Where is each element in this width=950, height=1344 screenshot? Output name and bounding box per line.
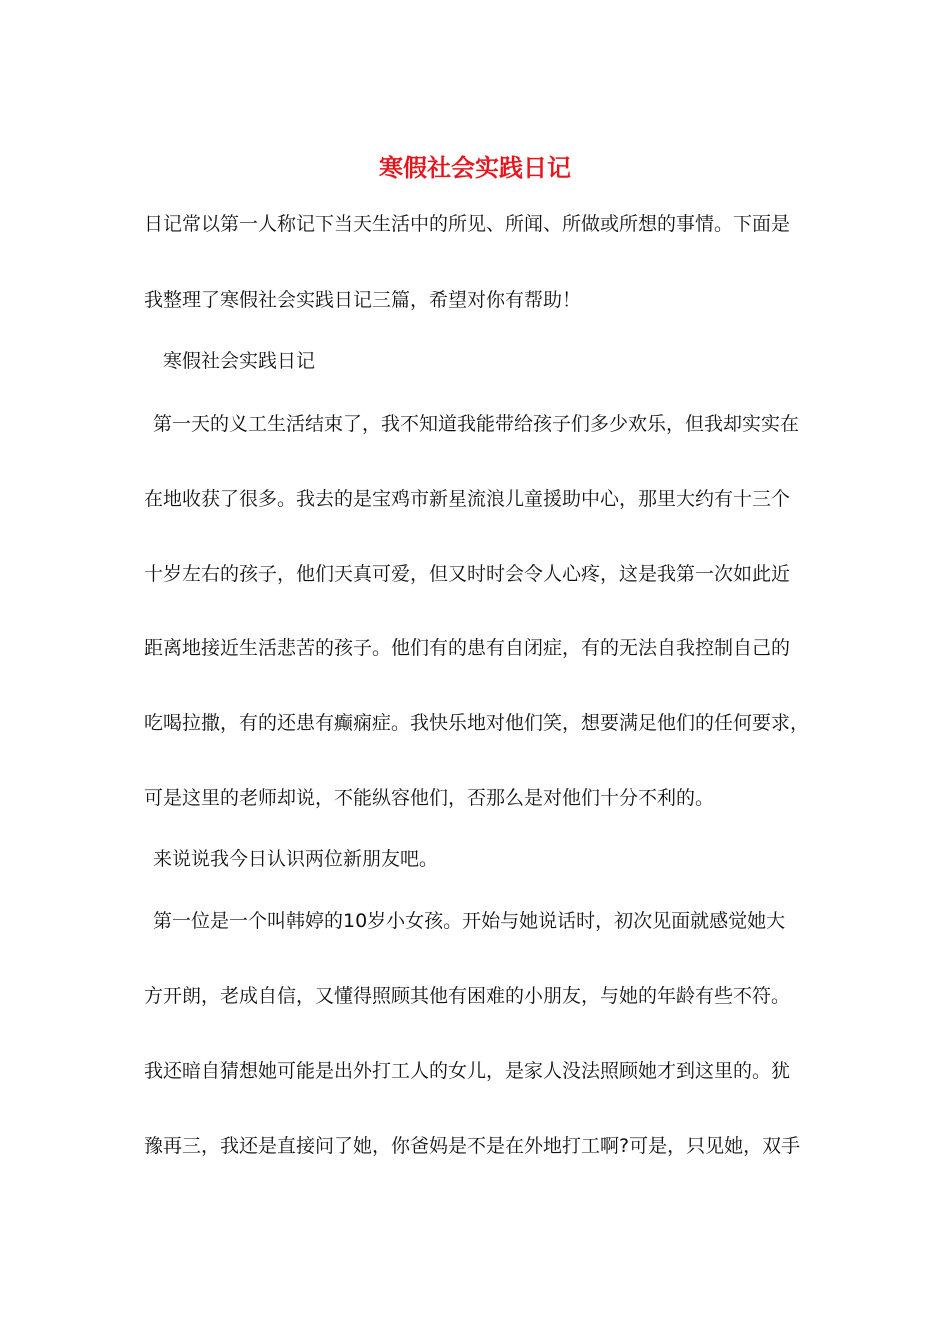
body-line: 距离地接近生活悲苦的孩子。他们有的患有自闭症，有的无法自我控制自己的 (144, 637, 791, 659)
body-line: 我还暗自猜想她可能是出外打工人的女儿，是家人没法照顾她才到这里的。犹 (144, 1060, 791, 1082)
body-line: 吃喝拉撒，有的还患有癫痫症。我快乐地对他们笑，想要满足他们的任何要求， (144, 712, 810, 734)
document-title: 寒假社会实践日记 (379, 153, 571, 182)
body-line: 可是这里的老师却说，不能纵容他们，否那么是对他们十分不利的。 (144, 787, 715, 809)
body-line: 来说说我今日认识两位新朋友吧。 (153, 848, 439, 870)
body-line: 在地收获了很多。我去的是宝鸡市新星流浪儿童援助中心，那里大约有十三个 (144, 488, 791, 510)
body-line: 第一天的义工生活结束了，我不知道我能带给孩子们多少欢乐，但我却实实在 (153, 413, 800, 435)
body-line: 方开朗，老成自信，又懂得照顾其他有困难的小朋友，与她的年龄有些不符。 (144, 985, 791, 1007)
body-line: 第一位是一个叫韩婷的10岁小女孩。开始与她说话时，初次见面就感觉她大 (153, 910, 786, 932)
body-line: 日记常以第一人称记下当天生活中的所见、所闻、所做或所想的事情。下面是 (144, 213, 791, 235)
body-line: 我整理了寒假社会实践日记三篇，希望对你有帮助！ (144, 289, 582, 311)
body-line: 十岁左右的孩子，他们天真可爱，但又时时会令人心疼，这是我第一次如此近 (144, 563, 791, 585)
body-line: 豫再三，我还是直接问了她，你爸妈是不是在外地打工啊?可是，只见她，双手 (144, 1135, 801, 1157)
section-heading: 寒假社会实践日记 (163, 350, 316, 372)
